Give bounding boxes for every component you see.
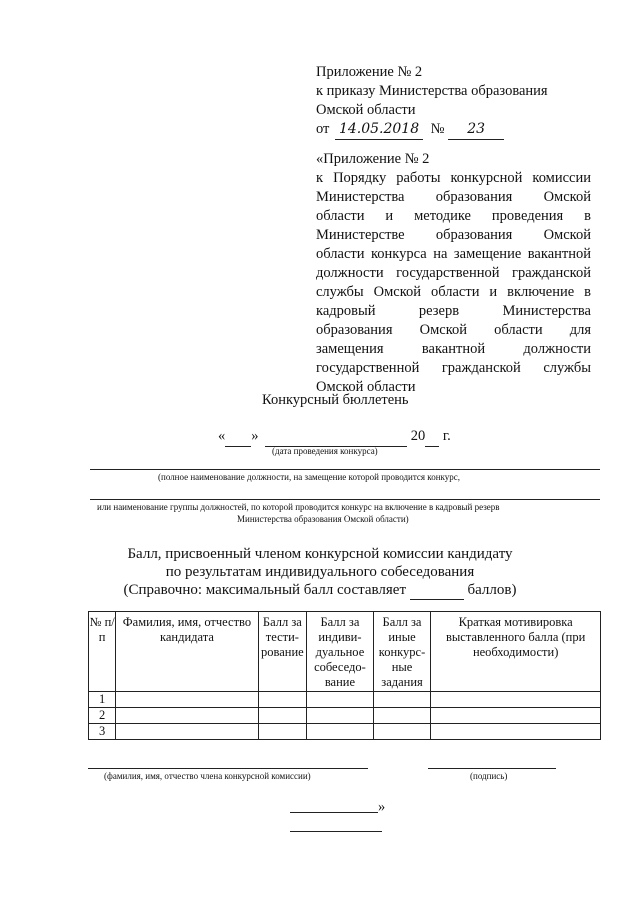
number-prefix: № [430,121,445,137]
quote-line: области конкурса на замещение вакантной [316,246,591,262]
table-cell[interactable] [431,724,601,740]
score-line-2: по результатам индивидуального собеседования [165,564,475,580]
table-cell[interactable] [258,708,306,724]
appendix-date-row [316,120,504,140]
row-number: 2 [89,708,116,724]
header-number: № п/п [89,612,116,692]
bottom-line [290,831,382,832]
table-cell[interactable] [116,692,258,708]
quote-line: к Порядку работы конкурсной комиссии [316,170,591,186]
table-row [89,692,601,708]
day-field [225,427,251,447]
quote-line: области и методике проведения в [316,208,591,224]
quote-line: замещения вакантной должности [316,341,591,357]
score-line-3-prefix: (Справочно: максимальный балл составляет [123,582,407,598]
quote-line: Министерстве образования Омской [316,227,591,243]
table-row [89,708,601,724]
quote-line: службы Омской области и включение в [316,284,591,300]
year-prefix: 20 [410,428,426,444]
handwritten-number: 23 [467,121,486,137]
appendix-line-1: Приложение № 2 [316,64,423,80]
table-cell[interactable] [116,708,258,724]
ballot-date-row [218,427,451,447]
signature-line [428,768,556,769]
header-interview: Балл за индиви-дуальное собеседо-вание [307,612,374,692]
date-caption: (дата проведения конкурса) [272,446,378,456]
quote-line: «Приложение № 2 [316,151,430,167]
bottom-date-line [290,812,378,813]
quote-line: Омской области [316,379,416,395]
month-field [265,427,407,447]
table-header-row [89,612,601,692]
group-caption-1: или наименование группы должностей, по которой проводится конкурс на включение в кадровый резерв [97,502,500,512]
score-line-3 [0,581,640,600]
row-number: 1 [89,692,116,708]
date-close-quote: » [251,428,259,444]
table-cell[interactable] [373,708,431,724]
table-cell[interactable] [307,724,374,740]
table-cell[interactable] [431,708,601,724]
member-caption: (фамилия, имя, отчество члена конкурсной комиссии) [104,771,311,781]
table-cell[interactable] [373,692,431,708]
header-testing: Балл за тести-рование [258,612,306,692]
table-cell[interactable] [258,692,306,708]
row-number: 3 [89,724,116,740]
member-name-line [88,768,368,769]
table-cell[interactable] [116,724,258,740]
score-line-3-suffix: баллов) [467,582,517,598]
position-line [90,469,600,470]
table-cell[interactable] [373,724,431,740]
appendix-quote-block [316,150,591,397]
group-caption-2: Министерства образования Омской области) [237,514,409,524]
ballot-title: Конкурсный бюллетень [262,392,409,408]
appendix-line-2: к приказу Министерства образования [316,83,548,99]
handwritten-date: 14.05.2018 [338,121,420,137]
group-line [90,499,600,500]
date-prefix: от [316,121,330,137]
quote-line: Министерства образования Омской [316,189,591,205]
quote-line: кадровый резерв Министерства [316,303,591,319]
quote-line: должности государственной гражданской [316,265,591,281]
table-cell[interactable] [307,692,374,708]
year-field [425,427,439,447]
score-line-1: Балл, присвоенный членом конкурсной комиссии кандидату [127,546,513,562]
handwritten-number-field [448,120,504,140]
appendix-line-3: Омской области [316,102,416,118]
header-motivation: Краткая мотивировка выставленного балла (при необходимости) [431,612,601,692]
table-row [89,724,601,740]
table-cell[interactable] [431,692,601,708]
date-open-quote: « [218,428,226,444]
table-cell[interactable] [258,724,306,740]
bottom-close-quote: » [378,799,386,815]
score-table [88,611,601,740]
quote-line: образования Омской области для [316,322,591,338]
year-suffix: г. [442,428,451,444]
max-score-field [410,581,464,600]
table-cell[interactable] [307,708,374,724]
handwritten-date-field [335,120,423,140]
quote-line: государственной гражданской службы [316,360,591,376]
header-name: Фамилия, имя, отчество кандидата [116,612,258,692]
score-heading [0,545,640,600]
header-other-tasks: Балл за иные конкурс-ные задания [373,612,431,692]
position-caption: (полное наименование должности, на замещение которой проводится конкурс, [158,472,461,482]
signature-caption: (подпись) [470,771,508,781]
